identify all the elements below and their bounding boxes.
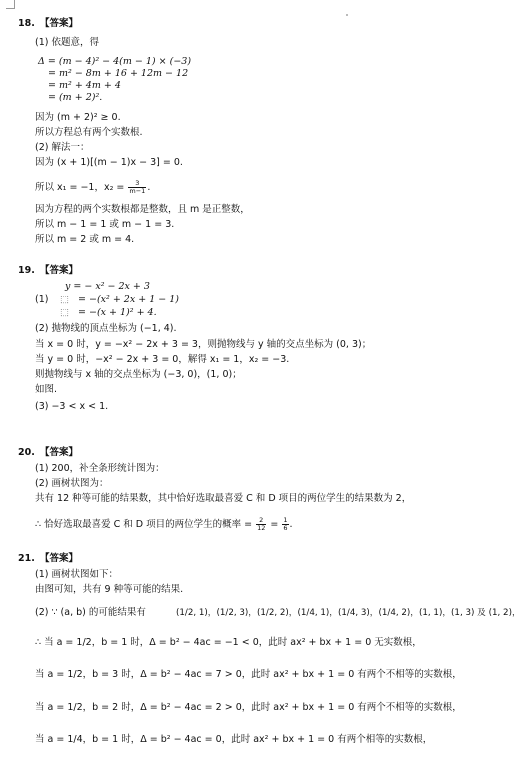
decorative-dot xyxy=(346,14,348,16)
q18-roots xyxy=(35,180,150,195)
q20-probability-text: ∴ 恰好选取最喜爱 C 和 D 项目的两位学生的概率 = xyxy=(35,519,256,530)
q19-part2: (2) 抛物线的顶点坐标为 (−1, 4). xyxy=(35,323,177,334)
fraction-denominator: m−1 xyxy=(129,187,146,195)
q18-since: 因为 (m + 2)² ≥ 0. xyxy=(35,112,121,123)
equals: = xyxy=(267,519,282,530)
q18-answer: 所以 m = 2 或 m = 4. xyxy=(35,234,135,245)
q19-y-intercept: 当 x = 0 时，y = −x² − 2x + 3 = 3，则抛物线与 y 轴的交点坐标为 (0, 3)； xyxy=(35,339,372,350)
fraction-numerator: 2 xyxy=(256,517,266,525)
q21-number: 21. xyxy=(18,553,35,564)
q18-roots-text: 所以 x₁ = −1，x₂ = xyxy=(35,182,128,193)
q20-fraction-1 xyxy=(256,517,266,532)
period: . xyxy=(147,182,151,193)
q18-part2: (2) 解法一： xyxy=(35,142,90,153)
q19-placeholder-box-2: ⬚ xyxy=(60,307,69,318)
q19-part1: (1) xyxy=(35,294,49,305)
top-left-corner-mark xyxy=(6,0,15,9)
q19-figure-note: 如图. xyxy=(35,384,58,395)
q18-cases: 所以 m − 1 = 1 或 m − 1 = 3. xyxy=(35,219,175,230)
q21-case3: 当 a = 1/2，b = 2 时，Δ = b² − 4ac = 2 > 0，此时 ax² + bx + 1 = 0 有两个不相等的实数根， xyxy=(35,702,462,713)
q19-eq3: = −(x + 1)² + 4. xyxy=(78,307,157,318)
q21-outcomes: 由图可知，共有 9 种等可能的结果. xyxy=(35,584,184,595)
fraction-numerator: 3 xyxy=(128,180,146,188)
q19-x-roots: 当 y = 0 时，−x² − 2x + 3 = 0，解得 x₁ = 1，x₂ = −3. xyxy=(35,354,290,365)
q18-part1: (1) 依题意，得 xyxy=(35,37,99,48)
period: . xyxy=(289,519,293,530)
q20-heading: 【答案】 xyxy=(40,447,79,458)
q18-heading: 【答案】 xyxy=(40,18,79,29)
fraction-denominator: 12 xyxy=(257,524,266,532)
q20-probability xyxy=(35,517,293,532)
q20-number: 20. xyxy=(18,447,35,458)
q21-case1: ∴ 当 a = 1/2，b = 1 时，Δ = b² − 4ac = −1 < 0，此时 ax² + bx + 1 = 0 无实数根， xyxy=(35,637,422,648)
q20-part2: (2) 画树状图为： xyxy=(35,478,109,489)
q18-eq2: = m² − 8m + 16 + 12m − 12 xyxy=(48,68,189,79)
q21-case4: 当 a = 1/4，b = 1 时，Δ = b² − 4ac = 0，此时 ax² + bx + 1 = 0 有两个相等的实数根， xyxy=(35,734,433,745)
q19-placeholder-box-1: ⬚ xyxy=(60,294,69,305)
q21-pairs: (1/2, 1)，(1/2, 3)，(1/2, 2)，(1/4, 1)，(1/4, 3)，(1/4, 2)，(1, 1)，(1, 3) 及 (1, 2)， xyxy=(176,608,521,618)
q21-case2: 当 a = 1/2，b = 3 时，Δ = b² − 4ac = 7 > 0，此时 ax² + bx + 1 = 0 有两个不相等的实数根， xyxy=(35,669,462,680)
q18-root-fraction xyxy=(128,180,146,195)
q19-part3: (3) −3 < x < 1. xyxy=(35,401,109,412)
q18-conclusion: 所以方程总有两个实数根. xyxy=(35,127,143,138)
q20-fraction-2 xyxy=(282,517,288,532)
q19-heading: 【答案】 xyxy=(40,265,79,276)
q21-part2: (2) ∵ (a, b) 的可能结果有 xyxy=(35,607,146,618)
q20-part1: (1) 200，补全条形统计图为： xyxy=(35,463,165,474)
q18-integer-note: 因为方程的两个实数根都是整数，且 m 是正整数， xyxy=(35,204,250,215)
q21-part1: (1) 画树状图如下： xyxy=(35,569,118,580)
q19-number: 19. xyxy=(18,265,35,276)
q19-x-intercepts: 则抛物线与 x 轴的交点坐标为 (−3, 0)，(1, 0)； xyxy=(35,369,242,380)
q18-eq4: = (m + 2)². xyxy=(48,92,103,103)
q18-eq1: Δ = (m − 4)² − 4(m − 1) × (−3) xyxy=(38,56,192,67)
fraction-denominator: 6 xyxy=(283,524,288,532)
q19-eq2: = −(x² + 2x + 1 − 1) xyxy=(78,294,180,305)
fraction-numerator: 1 xyxy=(283,516,288,524)
q18-factor: 因为 (x + 1)[(m − 1)x − 3] = 0. xyxy=(35,157,183,168)
q20-outcomes: 共有 12 种等可能的结果数，其中恰好选取最喜爱 C 和 D 项目的两位学生的结果数为 2， xyxy=(35,493,412,504)
q19-eq1: y = − x² − 2x + 3 xyxy=(65,281,150,292)
q21-heading: 【答案】 xyxy=(40,553,79,564)
q18-number: 18. xyxy=(18,18,35,29)
q18-eq3: = m² + 4m + 4 xyxy=(48,80,121,91)
